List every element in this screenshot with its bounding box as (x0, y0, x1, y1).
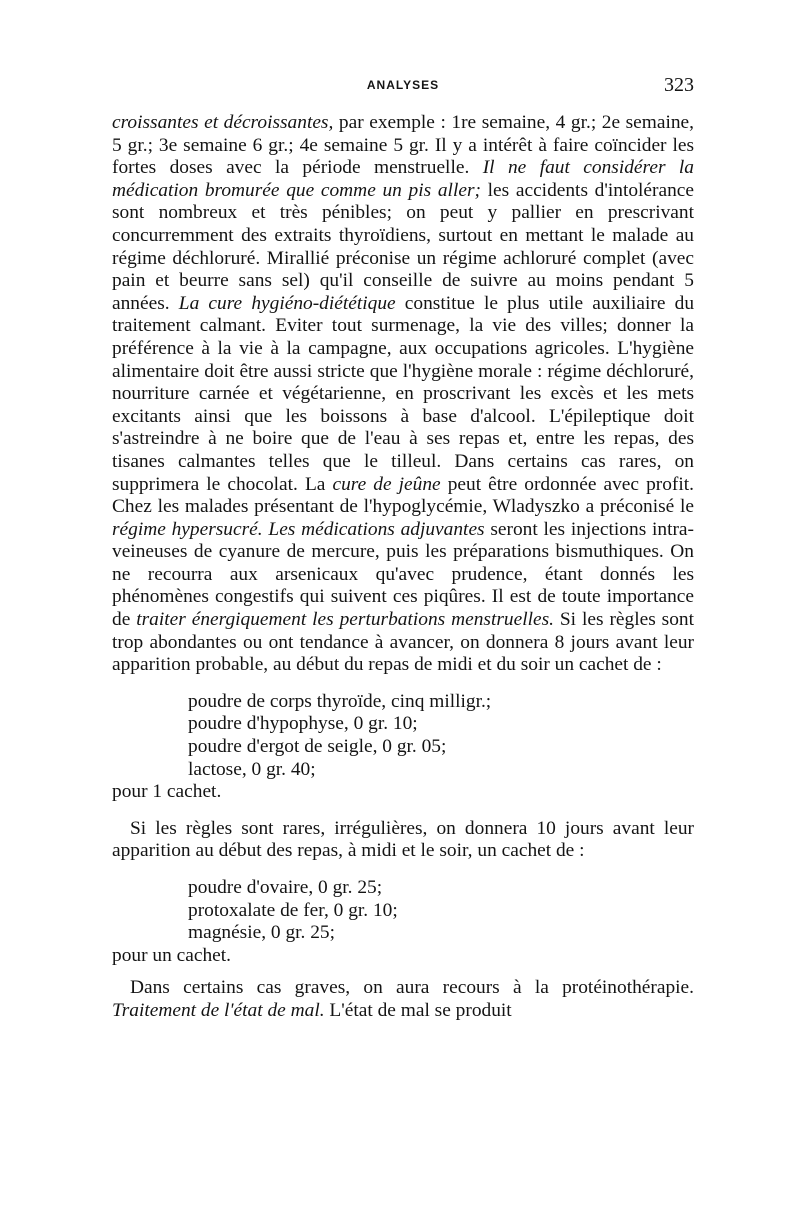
prescription-line: poudre d'hypophyse, 0 gr. 10; (188, 713, 418, 735)
prescription-line: magnésie, 0 gr. 25; (188, 922, 336, 944)
prescription-dose-note: pour un cachet. (112, 944, 231, 966)
text-run: L'état de mal se produit (324, 999, 512, 1021)
prescription-ovary (188, 877, 694, 945)
prescription-line: poudre de corps thyroïde, cinq milligr.; (188, 690, 492, 712)
italic-phrase: régime hypersucré. (112, 518, 263, 540)
text-run: peut être ordonnée avec profit. Chez les malades présentant de l'hypoglycémie, Wladyszko a préconisé le (112, 473, 694, 518)
italic-phrase: Traitement de l'état de mal. (112, 999, 325, 1021)
text-run: les accidents d'intolérance sont nombreux et très pénibles; on peut y pallier en prescrivant concurremment des extraits thyroïdiens, surtout en mettant le malade au régime déchloruré. Mirallié préconise un régime achloruré complet (avec pain et beurre sans sel) qu'il conseille de suivre au moins pendant 5 années. (112, 179, 694, 314)
italic-phrase: traiter énergiquement les perturbations menstruelles. (136, 609, 554, 631)
text-run: Dans certains cas graves, on aura recours à la protéinothérapie. (130, 977, 694, 999)
paragraph-treatment (112, 112, 694, 677)
text-run: Si les règles sont trop abondantes ou ont tendance à avancer, on donnera 8 jours avant leur apparition probable, au début du repas de midi et du soir un cachet de : (112, 609, 694, 676)
text-run: par exemple : 1re semaine, 4 gr.; 2e semaine, 5 gr.; 3e semaine 6 gr.; 4e semaine 5 gr. Il y a intérêt à faire coïncider les fortes doses avec la période menstruelle. (112, 112, 694, 179)
page-header (112, 70, 694, 98)
prescription-line: lactose, 0 gr. 40; (188, 758, 316, 780)
prescription-dose-note: pour 1 cachet. (112, 781, 222, 803)
running-title: ANALYSES (366, 78, 440, 92)
body-text (112, 112, 694, 1023)
italic-phrase: croissantes et décroissantes, (112, 112, 334, 133)
prescription-line: poudre d'ovaire, 0 gr. 25; (188, 877, 383, 898)
text-run: constitue le plus utile auxiliaire du traitement calmant. Eviter tout surmenage, la vie des villes; donner la préférence à la vie à la campagne, aux occupations agricoles. L'hygiène alimentaire doit être aussi stricte que l'hygiène morale : régime déchloruré, nourriture carnée et végétarienne, en proscrivant les excès et les mets excitants ainsi que les boissons à base d'alcool. L'épileptique doit s'astreindre à ne boire que de l'eau à ses repas et, entre les repas, des tisanes calmantes telles que le tilleul. Dans certains cas rares, on supprimera le chocolat. La (112, 292, 695, 495)
prescription-line: protoxalate de fer, 0 gr. 10; (188, 899, 398, 921)
paragraph-rare-periods: Si les règles sont rares, irrégulières, on donnera 10 jours avant leur apparition au début des repas, à midi et le soir, un cachet de : (112, 817, 694, 862)
page-number: 323 (664, 74, 694, 96)
italic-phrase: La cure hygiéno-diététique (178, 292, 396, 314)
book-page (112, 70, 694, 1023)
italic-phrase: cure de jeûne (332, 473, 441, 495)
prescription-thyroid (188, 691, 694, 781)
text-run: seront les injections intra-veineuses de cyanure de mercure, puis les préparations bismuthiques. On ne recourra aux arsenicaux qu'avec prudence, étant donnés les phénomènes congestifs qui suivent ces piqûres. Il est de toute importance de (112, 518, 694, 631)
prescription-line: poudre d'ergot de seigle, 0 gr. 05; (188, 736, 447, 758)
italic-phrase: Les médications adjuvantes (268, 518, 485, 540)
paragraph-severe-cases (112, 977, 694, 1022)
italic-phrase: Il ne faut considérer la médication bromurée que comme un pis aller; (112, 157, 694, 201)
